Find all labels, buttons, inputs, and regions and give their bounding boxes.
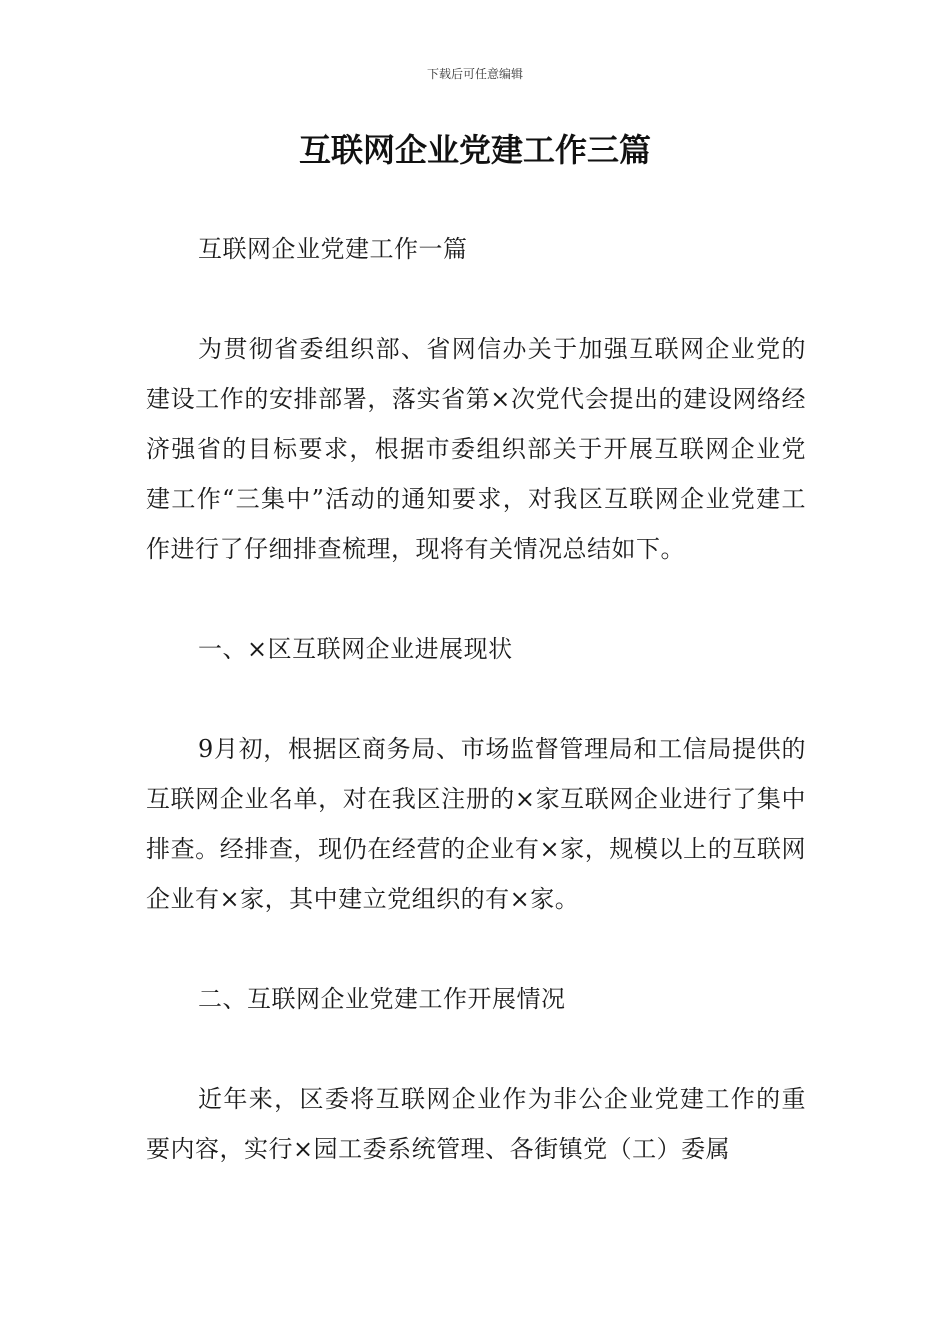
document-title: 互联网企业党建工作三篇 — [298, 131, 651, 169]
paragraph-spacer — [146, 1024, 806, 1074]
page-header-note: 下载后可任意编辑 — [426, 67, 523, 81]
section-heading-1: 一、×区互联网企业进展现状 — [198, 635, 513, 663]
section-heading-2: 二、互联网企业党建工作开展情况 — [198, 985, 566, 1013]
part-title: 互联网企业党建工作一篇 — [198, 235, 468, 263]
paragraph-spacer — [146, 274, 806, 324]
document-body — [146, 224, 806, 1174]
paragraph-spacer — [146, 924, 806, 974]
paragraph-spacer — [146, 674, 806, 724]
paragraph-spacer — [146, 574, 806, 624]
section-2-paragraph: 近年来，区委将互联网企业作为非公企业党建工作的重要内容，实行×园工委系统管理、各街镇党（工）委属 — [146, 1085, 806, 1163]
section-1-paragraph: 9月初，根据区商务局、市场监督管理局和工信局提供的互联网企业名单，对在我区注册的×家互联网企业进行了集中排查。经排查，现仍在经营的企业有×家，规模以上的互联网企业有×家，其中建立党组织的有×家。 — [146, 735, 806, 913]
intro-paragraph: 为贯彻省委组织部、省网信办关于加强互联网企业党的建设工作的安排部署，落实省第×次党代会提出的建设网络经济强省的目标要求，根据市委组织部关于开展互联网企业党建工作“三集中”活动的通知要求，对我区互联网企业党建工作进行了仔细排查梳理，现将有关情况总结如下。 — [146, 335, 806, 563]
